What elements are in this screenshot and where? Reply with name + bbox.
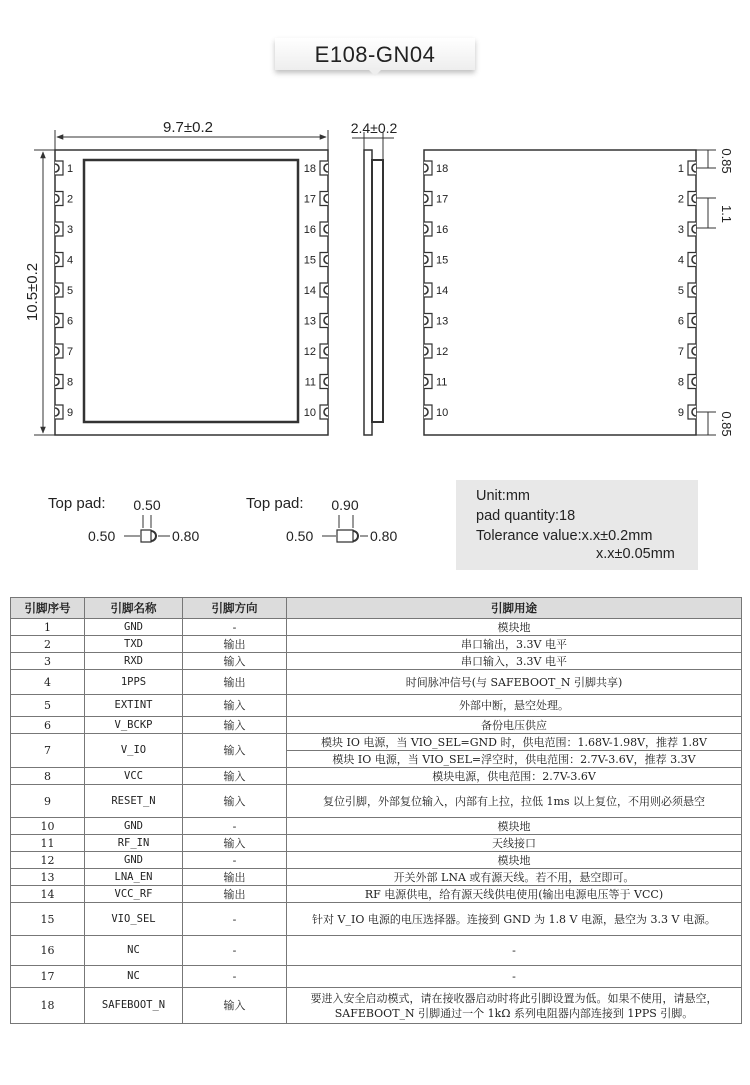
back-pin-label: 4: [677, 254, 684, 267]
pin-direction-cell: 输出: [183, 886, 287, 903]
top-pad-label-2: Top pad:: [246, 495, 304, 512]
pin-name-cell: NC: [85, 936, 183, 966]
pin-no-cell: 8: [11, 768, 85, 785]
pin-direction-cell: 输出: [183, 670, 287, 695]
pin-name-cell: VIO_SEL: [85, 903, 183, 936]
pin-table-body: [11, 619, 742, 1024]
pin-usage-cell: 模块电源，供电范围：2.7V-3.6V: [287, 768, 742, 785]
pin-name-cell: RXD: [85, 653, 183, 670]
front-left-pin-labels: [67, 163, 73, 419]
pin-direction-cell: -: [183, 966, 287, 988]
table-header-row: [11, 598, 742, 619]
front-pin-label: 5: [67, 285, 74, 297]
table-row: [11, 670, 742, 695]
pin-usage-cell: 复位引脚，外部复位输入，内部有上拉，拉低 1ms 以上复位，不用则必须悬空: [287, 785, 742, 818]
back-pin-label: 8: [677, 376, 684, 389]
pin-name-cell: GND: [85, 619, 183, 636]
back-pin-label: 1: [677, 163, 684, 175]
top-pad-top-value-1: 0.50: [133, 497, 161, 513]
back-pin-label: 10: [436, 407, 449, 419]
bottom-view: [424, 148, 734, 436]
pitch-dimension: 1.1: [719, 204, 734, 224]
back-pin-label: 12: [436, 346, 449, 358]
pin-direction-cell: 输入: [183, 734, 287, 768]
pin-usage-cell: 时间脉冲信号(与 SAFEBOOT_N 引脚共享): [287, 670, 742, 695]
front-pin-label: 12: [303, 346, 316, 358]
back-pin-label: 2: [677, 193, 684, 206]
table-row: [11, 869, 742, 886]
pin-name-cell: RESET_N: [85, 785, 183, 818]
pin-usage-cell: RF 电源供电，给有源天线供电使用(输出电源电压等于 VCC): [287, 886, 742, 903]
back-pin-label: 11: [436, 376, 448, 389]
pin-usage-cell: 开关外部 LNA 或有源天线。若不用，悬空即可。: [287, 869, 742, 886]
pin-no-cell: 11: [11, 835, 85, 852]
pin-no-cell: 3: [11, 653, 85, 670]
pin-usage-cell: 模块地: [287, 852, 742, 869]
side-view: [351, 120, 398, 435]
top-pad-detail-1: [48, 495, 199, 544]
top-pad-detail-2: [246, 495, 397, 544]
pin-direction-cell: -: [183, 619, 287, 636]
back-pin-label: 9: [677, 407, 684, 419]
pin-direction-cell: 输入: [183, 695, 287, 717]
pin-no-cell: 2: [11, 636, 85, 653]
pin-usage-cell: 串口输出，3.3V 电平: [287, 636, 742, 653]
back-right-pads: [688, 161, 696, 419]
pin-direction-cell: 输出: [183, 869, 287, 886]
pin-direction-cell: 输入: [183, 768, 287, 785]
pin-name-cell: VCC_RF: [85, 886, 183, 903]
pin-direction-cell: 输入: [183, 835, 287, 852]
top-pad-shape-1: [141, 530, 151, 542]
back-pin-label: 3: [677, 224, 684, 236]
front-pin-label: 3: [67, 224, 74, 236]
pin-direction-cell: 输入: [183, 988, 287, 1024]
pin-name-cell: VCC: [85, 768, 183, 785]
pin-name-cell: EXTINT: [85, 695, 183, 717]
side-shield: [372, 160, 383, 422]
edge-bottom-dimension: 0.85: [719, 411, 734, 437]
header-pin-no: 引脚序号: [11, 598, 85, 619]
front-right-pin-labels: [304, 163, 316, 419]
top-pad-half-hole-1: [151, 531, 156, 541]
pin-name-cell: GND: [85, 852, 183, 869]
pin-no-cell: 10: [11, 818, 85, 835]
front-view: [24, 119, 328, 435]
table-row: [11, 636, 742, 653]
front-pin-label: 1: [67, 163, 74, 175]
width-dimension: 9.7±0.2: [163, 119, 213, 136]
back-pin-label: 17: [436, 193, 449, 206]
table-row: [11, 852, 742, 869]
back-right-pin-labels: [678, 163, 684, 419]
table-row: [11, 936, 742, 966]
pin-no-cell: 6: [11, 717, 85, 734]
table-row: [11, 818, 742, 835]
back-pin-label: 6: [677, 315, 684, 328]
pin-no-cell: 5: [11, 695, 85, 717]
table-row: [11, 835, 742, 852]
front-pin-label: 6: [67, 315, 74, 328]
front-pin-label: 11: [304, 376, 316, 389]
pin-direction-cell: -: [183, 903, 287, 936]
front-pin-label: 17: [303, 193, 316, 206]
back-pin-label: 7: [677, 346, 684, 358]
pin-direction-cell: -: [183, 936, 287, 966]
back-pin-label: 14: [436, 285, 449, 297]
pin-usage-cell: 模块 IO 电源，当 VIO_SEL=GND 时，供电范围：1.68V-1.98V，推荐 1.8V: [287, 734, 742, 751]
pin-usage-cell: 针对 V_IO 电源的电压选择器。连接到 GND 为 1.8 V 电源，悬空为 3.3 V 电源。: [287, 903, 742, 936]
pin-usage-cell: 模块地: [287, 818, 742, 835]
pin-usage-cell: 要进入安全启动模式，请在接收器启动时将此引脚设置为低。如果不使用，请悬空，SAFEBOOT_N 引脚通过一个 1kΩ 系列电阻器内部连接到 1PPS 引脚。: [287, 988, 742, 1024]
front-pin-label: 4: [67, 254, 74, 267]
pad-quantity-text: pad quantity:18: [476, 508, 576, 524]
pin-no-cell: 15: [11, 903, 85, 936]
front-right-pads: [320, 161, 328, 419]
table-row: [11, 734, 742, 751]
front-pin-label: 8: [67, 376, 74, 389]
back-pin-label: 18: [436, 163, 449, 175]
back-left-pads: [424, 161, 432, 419]
pin-name-cell: TXD: [85, 636, 183, 653]
top-pad-top-value-2: 0.90: [331, 497, 359, 513]
front-pin-label: 15: [303, 254, 316, 267]
pin-no-cell: 9: [11, 785, 85, 818]
pin-name-cell: SAFEBOOT_N: [85, 988, 183, 1024]
back-pin-label: 16: [436, 224, 449, 236]
top-pad-half-hole-2: [353, 531, 358, 541]
table-row: [11, 695, 742, 717]
tolerance-text-2: x.x±0.05mm: [596, 546, 675, 562]
edge-top-dimension: 0.85: [719, 148, 734, 174]
back-pin-label: 5: [677, 285, 684, 297]
table-row: [11, 785, 742, 818]
page-title: E108-GN04: [314, 42, 436, 67]
pin-no-cell: 1: [11, 619, 85, 636]
top-pad-right-value-2: 0.80: [370, 528, 398, 544]
front-pin-label: 14: [303, 285, 316, 297]
pin-usage-cell: 模块 IO 电源，当 VIO_SEL=浮空时，供电范围：2.7V-3.6V，推荐 3.3V: [287, 751, 742, 768]
table-row: [11, 619, 742, 636]
front-pin-label: 2: [67, 193, 74, 206]
back-pin-label: 13: [436, 315, 449, 328]
top-pad-shape-2: [337, 530, 353, 542]
pin-no-cell: 16: [11, 936, 85, 966]
pin-name-cell: 1PPS: [85, 670, 183, 695]
pin-no-cell: 18: [11, 988, 85, 1024]
pin-no-cell: 12: [11, 852, 85, 869]
pin-usage-cell: 外部中断，悬空处理。: [287, 695, 742, 717]
front-pin-label: 7: [67, 346, 74, 358]
top-pad-left-value-1: 0.50: [88, 528, 116, 544]
top-pad-label-1: Top pad:: [48, 495, 106, 512]
header-pin-direction: 引脚方向: [183, 598, 287, 619]
pin-direction-cell: 输入: [183, 785, 287, 818]
header-pin-usage: 引脚用途: [287, 598, 742, 619]
pin-name-cell: V_IO: [85, 734, 183, 768]
pin-no-cell: 14: [11, 886, 85, 903]
back-pin-label: 15: [436, 254, 449, 267]
pin-usage-cell: 模块地: [287, 619, 742, 636]
front-pin-label: 16: [303, 224, 316, 236]
back-left-pin-labels: [436, 163, 448, 419]
side-pcb: [364, 150, 372, 435]
pin-no-cell: 13: [11, 869, 85, 886]
table-row: [11, 886, 742, 903]
thickness-dimension: 2.4±0.2: [350, 120, 398, 136]
pin-no-cell: 7: [11, 734, 85, 768]
pin-name-cell: V_BCKP: [85, 717, 183, 734]
front-pin-label: 9: [67, 407, 74, 419]
pin-name-cell: NC: [85, 966, 183, 988]
height-dimension: 10.5±0.2: [24, 262, 41, 322]
table-row: [11, 903, 742, 936]
pin-direction-cell: 输入: [183, 653, 287, 670]
table-row: [11, 717, 742, 734]
pin-no-cell: 4: [11, 670, 85, 695]
front-left-pads: [55, 161, 63, 419]
table-row: [11, 988, 742, 1024]
bottom-outline: [424, 150, 696, 435]
pin-direction-cell: 输入: [183, 717, 287, 734]
unit-text: Unit:mm: [476, 488, 530, 504]
table-row: [11, 653, 742, 670]
pin-table: [10, 597, 742, 1024]
pin-usage-cell: 天线接口: [287, 835, 742, 852]
pin-name-cell: RF_IN: [85, 835, 183, 852]
pin-direction-cell: -: [183, 852, 287, 869]
table-row: [11, 768, 742, 785]
front-pin-label: 13: [303, 315, 316, 328]
table-row: [11, 966, 742, 988]
tolerance-text-1: Tolerance value:x.x±0.2mm: [476, 528, 653, 544]
pin-usage-cell: 串口输入，3.3V 电平: [287, 653, 742, 670]
unit-info-box: [456, 480, 698, 570]
front-pin-label: 18: [303, 163, 316, 175]
pin-usage-cell: -: [287, 966, 742, 988]
pin-no-cell: 17: [11, 966, 85, 988]
header-pin-name: 引脚名称: [85, 598, 183, 619]
pin-name-cell: LNA_EN: [85, 869, 183, 886]
pin-usage-cell: 备份电压供应: [287, 717, 742, 734]
shield-can: [84, 160, 298, 422]
top-pad-right-value-1: 0.80: [172, 528, 200, 544]
pin-usage-cell: -: [287, 936, 742, 966]
pin-direction-cell: 输出: [183, 636, 287, 653]
front-pin-label: 10: [303, 407, 316, 419]
top-pad-left-value-2: 0.50: [286, 528, 314, 544]
pin-name-cell: GND: [85, 818, 183, 835]
pin-direction-cell: -: [183, 818, 287, 835]
